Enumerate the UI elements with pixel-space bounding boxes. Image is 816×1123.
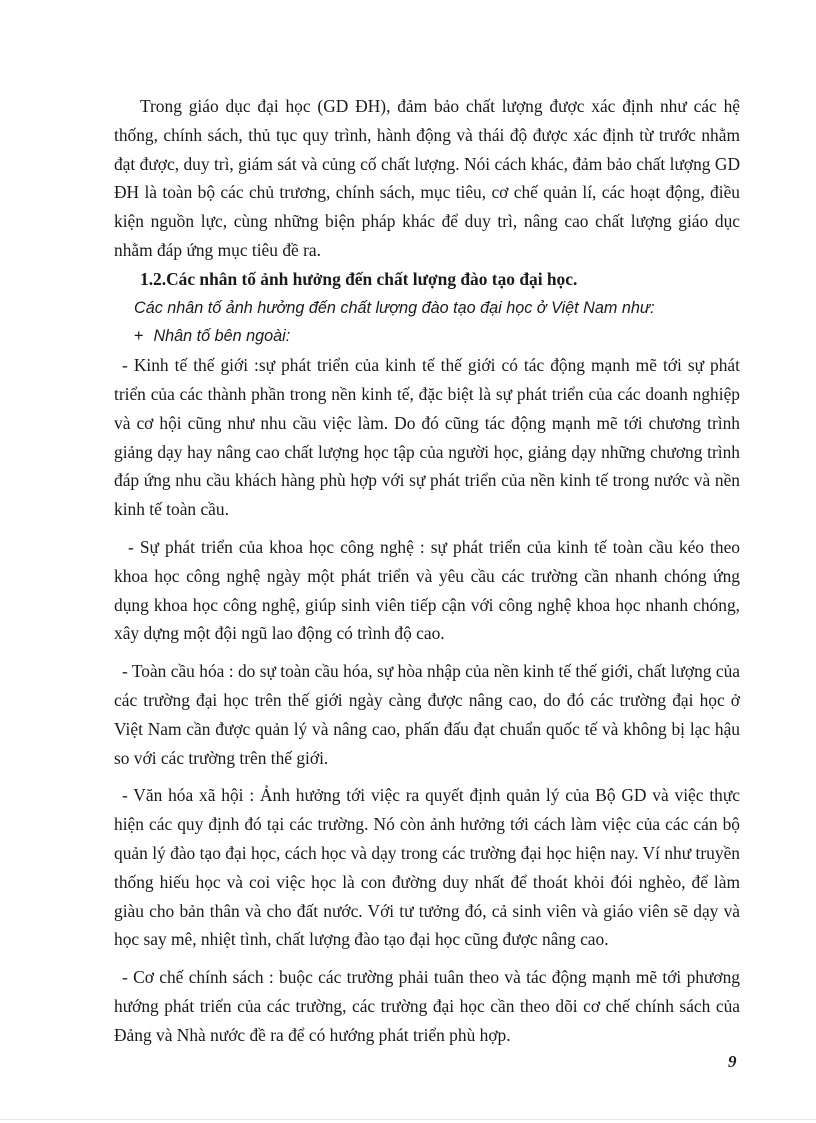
page-body <box>114 92 740 1050</box>
page-bottom-edge <box>0 1119 816 1120</box>
policy-paragraph: - Cơ chế chính sách : buộc các trường phải tuân theo và tác động mạnh mẽ tới phương hướng phát triển của các trường, các trường đại học cần theo dõi cơ chế chính sách của Đảng và Nhà nước đề ra để có hướng phát triển phù hợp. <box>114 967 740 1045</box>
external-factors-text: Nhân tố bên ngoài: <box>153 327 291 346</box>
culture-paragraph: - Văn hóa xã hội : Ảnh hưởng tới việc ra quyết định quản lý của Bộ GD và việc thực hiện các quy định đó tại các trường. Nó còn ảnh hưởng tới cách làm việc của các cán bộ quản lý đào tạo đại học, cách học và dạy trong các trường đại học hiện nay. Ví như truyền thống hiếu học và coi việc học là con đường duy nhất để thoát khỏi đói nghèo, để làm giàu cho bản thân và cho đất nước. Với tư tưởng đó, cả sinh viên và giáo viên sẽ dạy và học say mê, nhiệt tình, chất lượng đào tạo đại học cũng được nâng cao. <box>114 785 740 950</box>
economy-paragraph: - Kinh tế thế giới :sự phát triển của kinh tế thế giới có tác động mạnh mẽ tới sự phát triển của các thành phần trong nền kinh tế, đặc biệt là sự phát triển của các doanh nghiệp và cơ hội cũng như nhu cầu việc làm. Do đó cũng tác động mạnh mẽ tới chương trình giảng dạy hay nâng cao chất lượng học tập của người học, giảng dạy những chương trình đáp ứng nhu cầu khách hàng phù hợp với sự phát triển của nền kinh tế trong nước và nền kinh tế toàn cầu. <box>114 355 740 520</box>
page-number: 9 <box>728 1052 737 1071</box>
intro-paragraph: Trong giáo dục đại học (GD ĐH), đảm bảo chất lượng được xác định như các hệ thống, chính sách, thủ tục quy trình, hành động và thái độ được xác định từ trước nhằm đạt được, duy trì, giám sát và củng cố chất lượng. Nói cách khác, đảm bảo chất lượng GD ĐH là toàn bộ các chủ trương, chính sách, mục tiêu, cơ chế quản lí, các hoạt động, điều kiện nguồn lực, cùng những biện pháp khác để duy trì, nâng cao chất lượng giáo dục nhằm đáp ứng mục tiêu đề ra. <box>114 96 740 260</box>
plus-bullet: + <box>134 327 144 346</box>
globalization-paragraph: - Toàn cầu hóa : do sự toàn cầu hóa, sự hòa nhập của nền kinh tế thế giới, chất lượng của các trường đại học trên thế giới ngày càng được nâng cao, do đó các trường đại học ở Việt Nam cần được quản lý và nâng cao, phấn đấu đạt chuẩn quốc tế và không bị lạc hậu so với các trường trên thế giới. <box>114 661 740 768</box>
section-heading: 1.2.Các nhân tố ảnh hưởng đến chất lượng đào tạo đại học. <box>140 268 578 289</box>
section-subheading: Các nhân tố ảnh hưởng đến chất lượng đào tạo đại học ở Việt Nam như: <box>134 298 655 317</box>
external-factors-label <box>114 322 740 351</box>
technology-paragraph: - Sự phát triển của khoa học công nghệ : sự phát triển của kinh tế toàn cầu kéo theo khoa học công nghệ ngày một phát triển và yêu cầu các trường cần nhanh chóng ứng dụng khoa học công nghệ, giúp sinh viên tiếp cận với công nghệ khoa học nhanh chóng, xây dựng một đội ngũ lao động có trình độ cao. <box>114 536 740 644</box>
